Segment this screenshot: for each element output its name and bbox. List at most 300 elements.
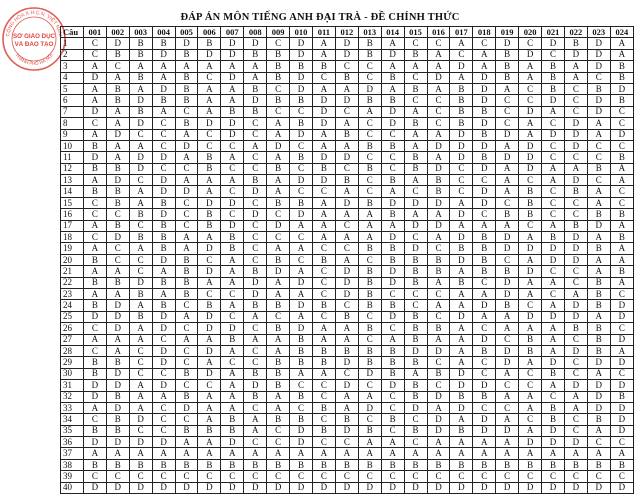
answer-cell: D xyxy=(542,437,565,448)
answer-cell: C xyxy=(427,38,450,49)
question-number: 22 xyxy=(61,277,84,288)
answer-cell: B xyxy=(175,49,198,60)
answer-cell: B xyxy=(244,106,267,117)
answer-cell: A xyxy=(267,186,290,197)
answer-cell: D xyxy=(473,482,496,493)
answer-cell: C xyxy=(175,197,198,208)
answer-cell: A xyxy=(427,334,450,345)
answer-cell: D xyxy=(290,482,313,493)
answer-cell: D xyxy=(587,357,610,368)
table-row xyxy=(61,311,634,322)
answer-cell: C xyxy=(496,380,519,391)
answer-cell: C xyxy=(198,380,221,391)
answer-cell: D xyxy=(587,391,610,402)
answer-cell: D xyxy=(83,437,106,448)
answer-cell: D xyxy=(404,482,427,493)
answer-cell: B xyxy=(106,425,129,436)
answer-cell: B xyxy=(519,345,542,356)
answer-cell: B xyxy=(221,243,244,254)
answer-cell: A xyxy=(564,448,587,459)
answer-cell: D xyxy=(381,380,404,391)
answer-cell: D xyxy=(152,254,175,265)
answer-cell: D xyxy=(519,482,542,493)
answer-cell: A xyxy=(221,368,244,379)
question-number: 29 xyxy=(61,357,84,368)
answer-cell: A xyxy=(335,118,358,129)
answer-cell: D xyxy=(335,152,358,163)
answer-cell: D xyxy=(381,232,404,243)
answer-cell: B xyxy=(221,106,244,117)
answer-cell: A xyxy=(587,448,610,459)
answer-cell: C xyxy=(542,186,565,197)
answer-cell: A xyxy=(404,106,427,117)
answer-cell: C xyxy=(564,209,587,220)
answer-cell: D xyxy=(221,437,244,448)
answer-cell: D xyxy=(129,152,152,163)
question-number: 26 xyxy=(61,323,84,334)
answer-cell: C xyxy=(221,357,244,368)
answer-cell: A xyxy=(129,323,152,334)
answer-cell: A xyxy=(587,118,610,129)
answer-cell: B xyxy=(129,106,152,117)
answer-cell: C xyxy=(290,402,313,413)
answer-cell: D xyxy=(221,38,244,49)
answer-cell: D xyxy=(542,357,565,368)
answer-cell: A xyxy=(129,391,152,402)
header-code: 013 xyxy=(358,27,381,38)
answer-cell: C xyxy=(564,152,587,163)
answer-cell: C xyxy=(587,72,610,83)
answer-cell: C xyxy=(542,209,565,220)
answer-cell: D xyxy=(427,414,450,425)
answer-cell: C xyxy=(244,345,267,356)
answer-cell: D xyxy=(221,72,244,83)
answer-cell: D xyxy=(129,414,152,425)
answer-cell: C xyxy=(450,471,473,482)
answer-cell: C xyxy=(542,197,565,208)
answer-cell: C xyxy=(564,368,587,379)
answer-cell: B xyxy=(267,323,290,334)
answer-cell: C xyxy=(175,220,198,231)
answer-cell: B xyxy=(473,266,496,277)
answer-cell: D xyxy=(427,163,450,174)
answer-cell: D xyxy=(587,38,610,49)
answer-cell: A xyxy=(358,232,381,243)
answer-cell: D xyxy=(610,300,633,311)
answer-cell: C xyxy=(290,380,313,391)
answer-cell: A xyxy=(404,368,427,379)
answer-cell: C xyxy=(129,368,152,379)
answer-cell: D xyxy=(610,402,633,413)
answer-cell: C xyxy=(381,288,404,299)
table-row xyxy=(61,140,634,151)
answer-cell: A xyxy=(290,368,313,379)
answer-cell: C xyxy=(404,414,427,425)
answer-cell: B xyxy=(404,380,427,391)
answer-cell: D xyxy=(610,311,633,322)
answer-cell: A xyxy=(542,277,565,288)
answer-cell: A xyxy=(267,391,290,402)
answer-cell: B xyxy=(244,368,267,379)
answer-cell: B xyxy=(106,459,129,470)
answer-cell: B xyxy=(221,232,244,243)
answer-cell: B xyxy=(175,425,198,436)
answer-cell: A xyxy=(358,448,381,459)
answer-cell: D xyxy=(358,402,381,413)
answer-cell: D xyxy=(335,95,358,106)
header-code: 012 xyxy=(335,27,358,38)
answer-cell: D xyxy=(381,311,404,322)
answer-cell: B xyxy=(267,414,290,425)
answer-cell: D xyxy=(427,425,450,436)
answer-cell: C xyxy=(610,118,633,129)
answer-cell: C xyxy=(129,471,152,482)
answer-cell: B xyxy=(564,323,587,334)
answer-cell: D xyxy=(244,482,267,493)
answer-cell: B xyxy=(427,266,450,277)
answer-cell: B xyxy=(473,129,496,140)
answer-cell: A xyxy=(496,448,519,459)
answer-cell: D xyxy=(221,118,244,129)
answer-cell: D xyxy=(221,49,244,60)
table-row xyxy=(61,186,634,197)
question-number: 13 xyxy=(61,175,84,186)
question-number: 31 xyxy=(61,380,84,391)
answer-cell: B xyxy=(267,368,290,379)
answer-cell: A xyxy=(83,175,106,186)
answer-cell: B xyxy=(496,266,519,277)
answer-cell: A xyxy=(175,448,198,459)
answer-cell: C xyxy=(129,129,152,140)
answer-cell: B xyxy=(587,277,610,288)
answer-cell: D xyxy=(198,243,221,254)
answer-cell: B xyxy=(83,186,106,197)
answer-cell: D xyxy=(290,437,313,448)
answer-cell: C xyxy=(496,334,519,345)
answer-cell: A xyxy=(106,334,129,345)
answer-cell: D xyxy=(83,106,106,117)
answer-cell: A xyxy=(542,220,565,231)
answer-cell: A xyxy=(610,448,633,459)
answer-cell: A xyxy=(198,186,221,197)
answer-cell: B xyxy=(610,95,633,106)
answer-cell: B xyxy=(152,232,175,243)
answer-cell: A xyxy=(198,83,221,94)
answer-cell: C xyxy=(519,471,542,482)
answer-cell: D xyxy=(427,220,450,231)
answer-cell: B xyxy=(587,334,610,345)
answer-cell: C xyxy=(358,186,381,197)
answer-cell: C xyxy=(473,209,496,220)
answer-cell: A xyxy=(267,277,290,288)
question-number: 6 xyxy=(61,95,84,106)
answer-cell: C xyxy=(244,163,267,174)
answer-cell: B xyxy=(290,391,313,402)
answer-cell: A xyxy=(587,186,610,197)
answer-cell: C xyxy=(610,197,633,208)
answer-cell: D xyxy=(496,288,519,299)
answer-cell: C xyxy=(152,402,175,413)
answer-cell: D xyxy=(450,129,473,140)
answer-cell: D xyxy=(290,72,313,83)
answer-cell: B xyxy=(542,232,565,243)
question-number: 34 xyxy=(61,414,84,425)
answer-cell: C xyxy=(496,118,519,129)
answer-cell: C xyxy=(106,209,129,220)
answer-cell: A xyxy=(427,277,450,288)
answer-cell: C xyxy=(267,311,290,322)
answer-cell: C xyxy=(381,391,404,402)
answer-cell: B xyxy=(610,61,633,72)
answer-cell: A xyxy=(450,38,473,49)
answer-cell: D xyxy=(129,118,152,129)
answer-cell: B xyxy=(198,38,221,49)
answer-cell: B xyxy=(83,368,106,379)
answer-cell: B xyxy=(83,277,106,288)
answer-cell: C xyxy=(290,232,313,243)
answer-cell: D xyxy=(404,243,427,254)
answer-cell: C xyxy=(519,380,542,391)
answer-cell: D xyxy=(198,118,221,129)
answer-cell: D xyxy=(450,254,473,265)
answer-cell: A xyxy=(267,345,290,356)
answer-cell: D xyxy=(587,220,610,231)
answer-cell: D xyxy=(106,232,129,243)
answer-cell: D xyxy=(152,357,175,368)
answer-cell: C xyxy=(473,357,496,368)
answer-cell: B xyxy=(244,391,267,402)
answer-cell: D xyxy=(152,311,175,322)
answer-cell: B xyxy=(564,38,587,49)
answer-cell: B xyxy=(152,300,175,311)
answer-cell: B xyxy=(450,243,473,254)
answer-cell: C xyxy=(610,106,633,117)
question-number: 15 xyxy=(61,197,84,208)
answer-cell: A xyxy=(152,448,175,459)
answer-cell: D xyxy=(519,266,542,277)
answer-cell: B xyxy=(244,175,267,186)
answer-cell: C xyxy=(175,380,198,391)
answer-cell: D xyxy=(496,232,519,243)
answer-cell: D xyxy=(129,163,152,174)
answer-cell: C xyxy=(106,254,129,265)
answer-cell: D xyxy=(312,482,335,493)
answer-cell: C xyxy=(427,106,450,117)
answer-cell: B xyxy=(152,38,175,49)
answer-cell: A xyxy=(496,186,519,197)
answer-cell: D xyxy=(496,425,519,436)
answer-cell: A xyxy=(610,163,633,174)
table-row xyxy=(61,209,634,220)
answer-cell: A xyxy=(152,72,175,83)
question-number: 16 xyxy=(61,209,84,220)
answer-cell: C xyxy=(381,323,404,334)
answer-cell: A xyxy=(129,197,152,208)
answer-cell: B xyxy=(358,345,381,356)
answer-cell: B xyxy=(381,414,404,425)
answer-cell: A xyxy=(312,368,335,379)
answer-cell: D xyxy=(381,482,404,493)
answer-cell: B xyxy=(129,38,152,49)
answer-cell: D xyxy=(198,266,221,277)
answer-cell: A xyxy=(335,140,358,151)
answer-cell: D xyxy=(152,482,175,493)
answer-cell: A xyxy=(335,448,358,459)
table-row xyxy=(61,482,634,493)
table-row xyxy=(61,129,634,140)
answer-cell: A xyxy=(587,232,610,243)
answer-cell: C xyxy=(404,186,427,197)
answer-cell: B xyxy=(129,311,152,322)
answer-cell: B xyxy=(312,459,335,470)
answer-cell: D xyxy=(473,197,496,208)
answer-cell: B xyxy=(587,83,610,94)
answer-cell: B xyxy=(427,323,450,334)
answer-cell: D xyxy=(152,437,175,448)
answer-cell: A xyxy=(564,163,587,174)
answer-cell: B xyxy=(473,391,496,402)
table-row xyxy=(61,163,634,174)
answer-cell: C xyxy=(83,414,106,425)
answer-cell: C xyxy=(244,197,267,208)
answer-cell: A xyxy=(290,243,313,254)
answer-cell: B xyxy=(496,49,519,60)
answer-cell: A xyxy=(519,357,542,368)
answer-cell: C xyxy=(496,471,519,482)
answer-cell: C xyxy=(312,437,335,448)
answer-cell: C xyxy=(358,175,381,186)
answer-cell: B xyxy=(198,459,221,470)
header-code: 011 xyxy=(312,27,335,38)
answer-cell: A xyxy=(221,402,244,413)
answer-cell: D xyxy=(335,425,358,436)
answer-cell: D xyxy=(358,368,381,379)
table-row xyxy=(61,232,634,243)
answer-cell: B xyxy=(519,209,542,220)
answer-cell: A xyxy=(496,140,519,151)
table-row xyxy=(61,425,634,436)
question-number: 23 xyxy=(61,288,84,299)
answer-cell: C xyxy=(267,471,290,482)
answer-cell: D xyxy=(175,186,198,197)
answer-cell: C xyxy=(427,118,450,129)
answer-cell: B xyxy=(381,254,404,265)
answer-cell: D xyxy=(564,49,587,60)
answer-cell: B xyxy=(290,459,313,470)
question-number: 27 xyxy=(61,334,84,345)
answer-cell: A xyxy=(496,437,519,448)
answer-cell: C xyxy=(358,72,381,83)
answer-cell: B xyxy=(404,357,427,368)
question-number: 5 xyxy=(61,83,84,94)
answer-cell: C xyxy=(129,425,152,436)
answer-cell: A xyxy=(83,288,106,299)
answer-cell: B xyxy=(198,425,221,436)
answer-cell: D xyxy=(564,380,587,391)
answer-cell: A xyxy=(358,391,381,402)
answer-cell: D xyxy=(290,277,313,288)
answer-cell: C xyxy=(312,288,335,299)
answer-cell: A xyxy=(427,300,450,311)
answer-cell: C xyxy=(564,357,587,368)
answer-cell: A xyxy=(358,209,381,220)
answer-cell: B xyxy=(450,277,473,288)
answer-cell: C xyxy=(519,38,542,49)
answer-cell: D xyxy=(450,209,473,220)
answer-cell: C xyxy=(610,323,633,334)
answer-cell: B xyxy=(358,357,381,368)
question-number: 1 xyxy=(61,38,84,49)
question-number: 18 xyxy=(61,232,84,243)
answer-cell: D xyxy=(312,175,335,186)
answer-cell: D xyxy=(152,186,175,197)
answer-cell: C xyxy=(175,471,198,482)
answer-cell: B xyxy=(152,459,175,470)
answer-cell: D xyxy=(290,49,313,60)
answer-cell: B xyxy=(152,277,175,288)
answer-cell: B xyxy=(83,163,106,174)
answer-cell: C xyxy=(358,61,381,72)
answer-cell: C xyxy=(427,357,450,368)
answer-cell: D xyxy=(610,425,633,436)
answer-cell: C xyxy=(519,414,542,425)
answer-cell: A xyxy=(473,288,496,299)
table-row xyxy=(61,61,634,72)
table-row xyxy=(61,72,634,83)
answer-cell: C xyxy=(404,38,427,49)
answer-cell: D xyxy=(152,345,175,356)
answer-cell: C xyxy=(404,72,427,83)
answer-cell: D xyxy=(335,38,358,49)
question-number: 4 xyxy=(61,72,84,83)
answer-cell: C xyxy=(519,300,542,311)
answer-cell: D xyxy=(335,357,358,368)
answer-cell: D xyxy=(564,482,587,493)
answer-cell: C xyxy=(175,106,198,117)
answer-cell: C xyxy=(290,106,313,117)
answer-cell: A xyxy=(106,345,129,356)
answer-cell: B xyxy=(427,459,450,470)
answer-cell: A xyxy=(473,49,496,60)
answer-cell: B xyxy=(358,266,381,277)
answer-cell: D xyxy=(83,482,106,493)
answer-cell: C xyxy=(381,425,404,436)
answer-cell: B xyxy=(175,72,198,83)
answer-cell: A xyxy=(221,175,244,186)
answer-cell: C xyxy=(290,254,313,265)
answer-cell: D xyxy=(198,197,221,208)
answer-cell: C xyxy=(83,38,106,49)
answer-cell: D xyxy=(564,311,587,322)
header-code: 015 xyxy=(404,27,427,38)
answer-cell: B xyxy=(106,197,129,208)
answer-cell: D xyxy=(152,209,175,220)
answer-cell: C xyxy=(129,266,152,277)
answer-cell: A xyxy=(381,186,404,197)
answer-cell: D xyxy=(473,95,496,106)
answer-cell: A xyxy=(312,232,335,243)
answer-cell: A xyxy=(106,288,129,299)
answer-cell: B xyxy=(404,254,427,265)
answer-cell: C xyxy=(267,106,290,117)
answer-cell: A xyxy=(610,254,633,265)
answer-cell: D xyxy=(152,152,175,163)
answer-cell: A xyxy=(221,300,244,311)
answer-cell: D xyxy=(542,311,565,322)
answer-cell: A xyxy=(519,391,542,402)
answer-cell: C xyxy=(267,83,290,94)
answer-cell: A xyxy=(404,175,427,186)
